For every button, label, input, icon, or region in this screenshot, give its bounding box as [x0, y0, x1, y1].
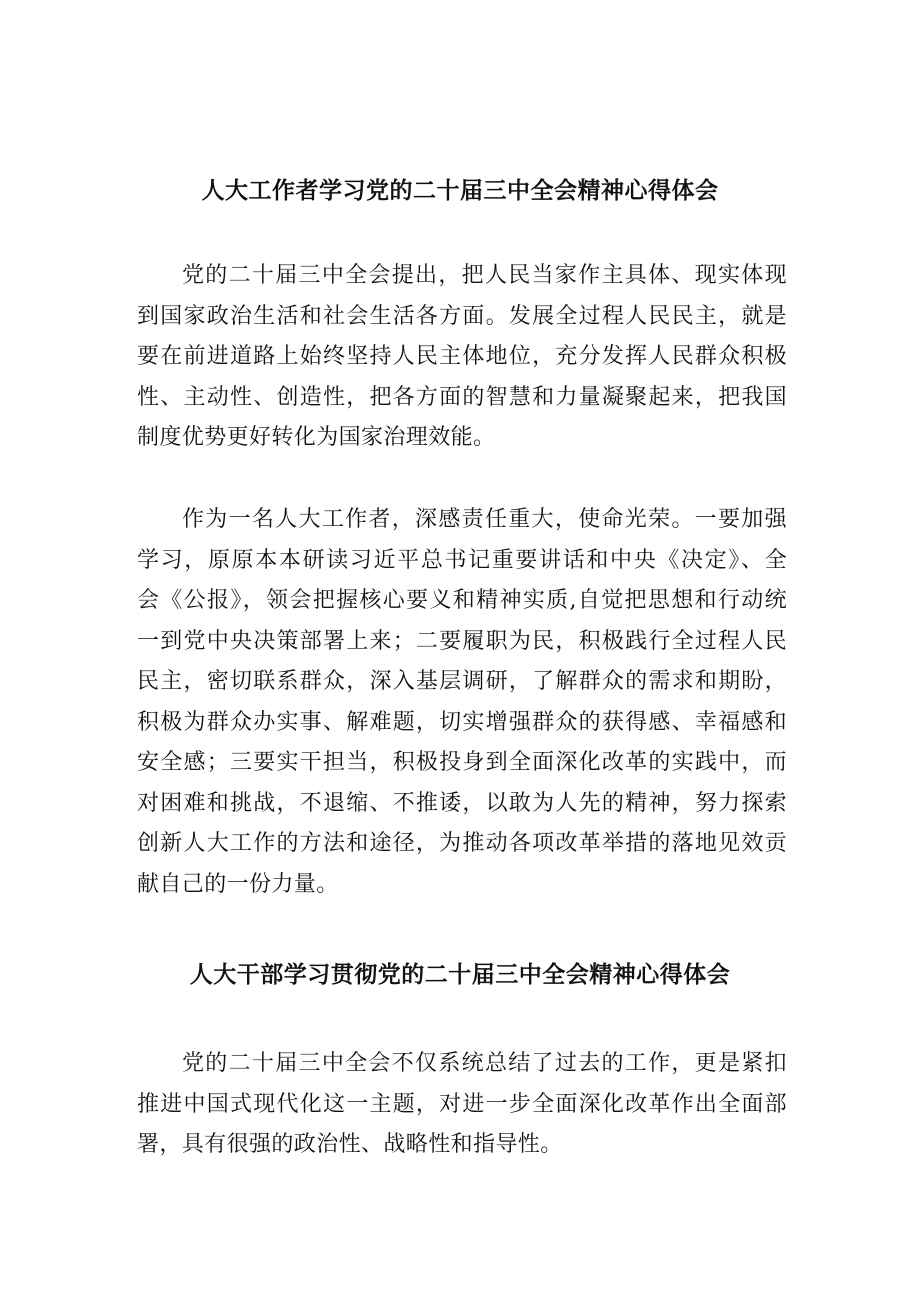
section-1-title: 人大工作者学习党的二十届三中全会精神心得体会	[201, 178, 719, 204]
section-1-paragraph-1	[137, 256, 787, 459]
text-line: 安全感；三要实干担当，积极投身到全面深化改革的实践中，而	[137, 750, 787, 775]
text-line: 会《公报》，领会把握核心要义和精神实质,自觉把思想和行动统	[137, 588, 787, 613]
text-line: 民主，密切联系群众，深入基层调研，了解群众的需求和期盼，	[137, 669, 787, 694]
text-line: 对困难和挑战，不退缩、不推诿，以敢为人先的精神，努力探索	[137, 790, 787, 816]
text-line: 献自己的一份力量。	[137, 871, 339, 897]
text-line: 作为一名人大工作者，深感责任重大，使命光荣。一要加强	[182, 507, 787, 532]
text-line: 学习，原原本本研读习近平总书记重要讲话和中央《决定》、全	[137, 547, 787, 573]
text-line: 创新人大工作的方法和途径，为推动各项改革举措的落地见效贡	[137, 831, 787, 856]
text-line: 一到党中央决策部署上来；二要履职为民，积极践行全过程人民	[137, 628, 787, 654]
text-line: 要在前进道路上始终坚持人民主体地位，充分发挥人民群众积极	[137, 344, 787, 369]
section-1-paragraph-2	[137, 500, 787, 905]
text-line: 党的二十届三中全会提出，把人民当家作主具体、现实体现	[182, 263, 787, 288]
text-line: 党的二十届三中全会不仅系统总结了过去的工作，更是紧扣	[182, 1051, 787, 1076]
section-2-paragraph-1	[137, 1044, 787, 1166]
section-2-title: 人大干部学习贯彻党的二十届三中全会精神心得体会	[189, 962, 731, 988]
text-line: 署，具有很强的政治性、战略性和指导性。	[137, 1132, 563, 1157]
text-line: 制度优势更好转化为国家治理效能。	[137, 425, 496, 450]
text-line: 推进中国式现代化这一主题，对进一步全面深化改革作出全面部	[137, 1091, 787, 1117]
text-line: 积极为群众办实事、解难题，切实增强群众的获得感、幸福感和	[137, 709, 787, 735]
text-line: 到国家政治生活和社会生活各方面。发展全过程人民民主，就是	[137, 303, 787, 329]
text-line: 性、主动性、创造性，把各方面的智慧和力量凝聚起来，把我国	[137, 384, 787, 410]
